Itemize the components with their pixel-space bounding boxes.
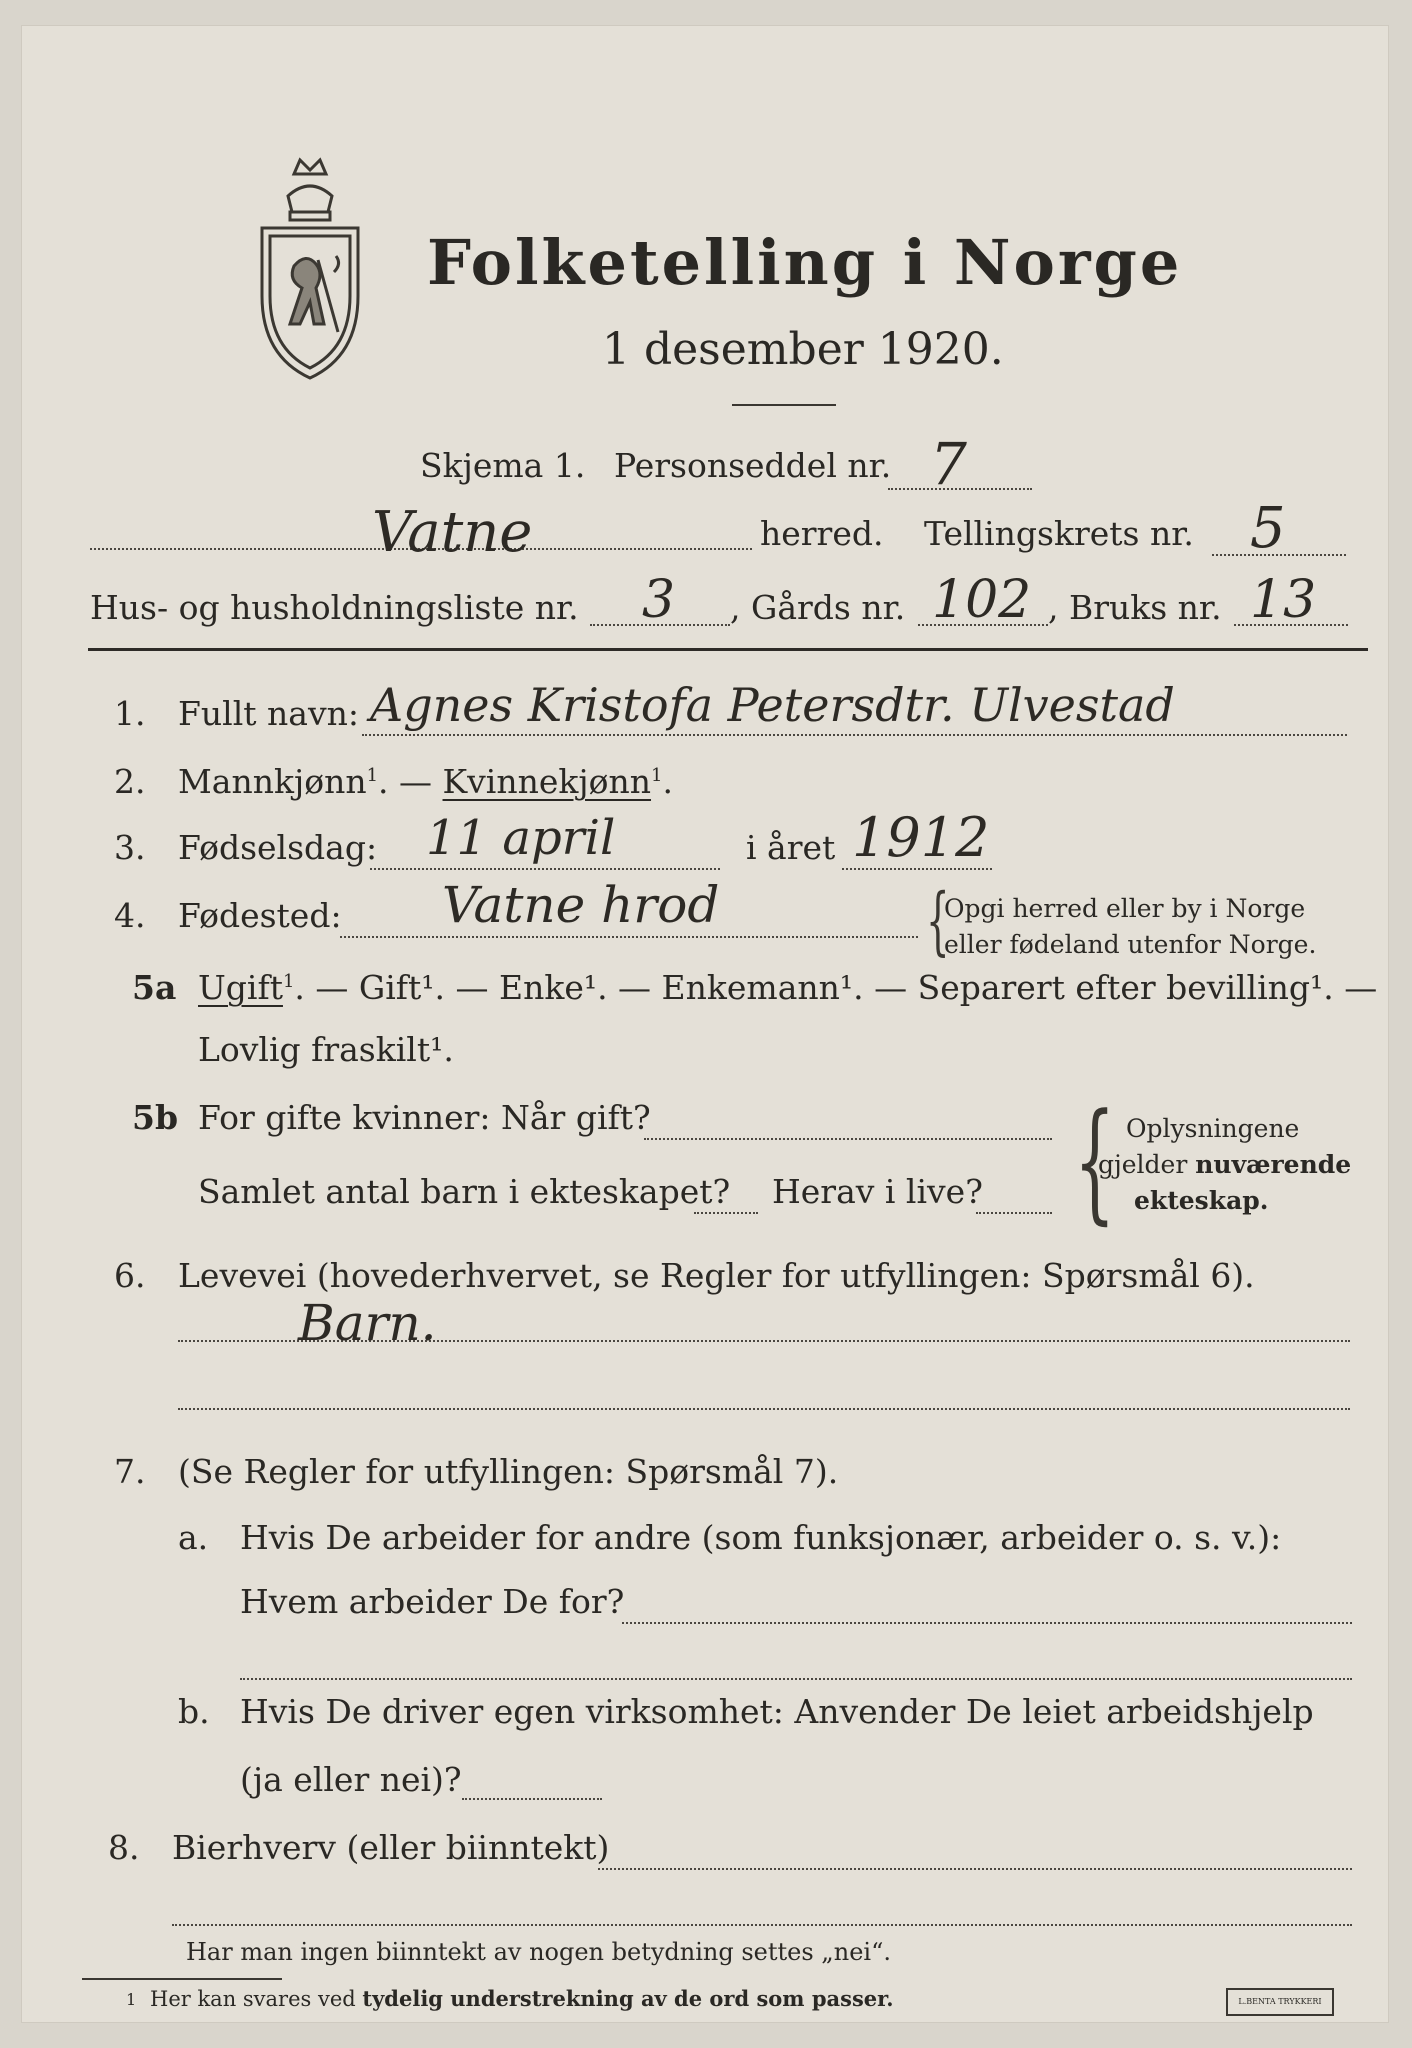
herred-label: herred. xyxy=(760,514,884,553)
q2-mannkjonn[interactable]: Mannkjønn xyxy=(178,762,367,801)
hus-label: Hus- og husholdningsliste nr. xyxy=(90,588,579,627)
q7b-label: Hvis De driver egen virksomhet: Anvender De leiet arbeidshjelp xyxy=(240,1692,1314,1731)
q5b-brace: { xyxy=(1074,1085,1116,1237)
q8-number: 8. xyxy=(108,1828,140,1867)
herred-value[interactable]: Vatne xyxy=(372,500,533,565)
q1-value[interactable]: Agnes Kristofa Petersdtr. Ulvestad xyxy=(370,678,1175,732)
q4-label: Fødested: xyxy=(178,896,342,935)
footnote-mark: 1 xyxy=(126,1990,137,2009)
q7a-label-2: Hvem arbeider De for? xyxy=(240,1582,625,1621)
bruks-value[interactable]: 13 xyxy=(1250,570,1317,630)
census-form xyxy=(22,26,1388,2022)
q4-line xyxy=(340,936,918,938)
q1-number: 1. xyxy=(114,694,146,733)
gards-value[interactable]: 102 xyxy=(932,570,1032,630)
q6-label: Levevei (hovederhvervet, se Regler for utfyllingen: Spørsmål 6). xyxy=(178,1256,1255,1295)
q8-note: Har man ingen biinntekt av nogen betydning settes „nei“. xyxy=(186,1938,891,1966)
q5b-line-3 xyxy=(976,1212,1052,1214)
q5b-number: 5b xyxy=(132,1098,179,1137)
q4-number: 4. xyxy=(114,896,146,935)
q4-value[interactable]: Vatne hrod xyxy=(442,876,720,934)
q5a-number: 5a xyxy=(132,968,177,1007)
q8-line-2 xyxy=(172,1924,1352,1926)
skjema-label: Skjema 1. xyxy=(420,446,586,485)
q5b-line-1 xyxy=(644,1138,1052,1140)
bruks-label: , Bruks nr. xyxy=(1048,588,1222,627)
q7a-label: Hvis De arbeider for andre (som funksjonær, arbeider o. s. v.): xyxy=(240,1518,1282,1557)
q2-line: Mannkjønn$^1$. — Kvinnekjønn$^1$. xyxy=(178,762,673,801)
personseddel-value[interactable]: 7 xyxy=(930,430,967,498)
q2-kvinnekjonn[interactable]: Kvinnekjønn xyxy=(442,762,652,801)
q7-number: 7. xyxy=(114,1452,146,1491)
q3-year-value[interactable]: 1912 xyxy=(852,806,990,869)
q5b-note-1: Oplysningene xyxy=(1126,1114,1300,1143)
q5a-line: Ugift$^1$. — Gift¹. — Enke¹. — Enkemann¹. — Separert efter bevilling¹. — xyxy=(198,968,1378,1007)
q5b-line-2 xyxy=(694,1212,758,1214)
q4-note-2: eller fødeland utenfor Norge. xyxy=(944,930,1317,959)
form-date: 1 desember 1920. xyxy=(602,324,1004,375)
q5a-options[interactable]: . — Gift¹. — Enke¹. — Enkemann¹. — Separert efter bevilling¹. — xyxy=(294,968,1378,1007)
printer-mark: L.BENTA TRYKKERI xyxy=(1226,1988,1334,2016)
q1-label: Fullt navn: xyxy=(178,694,359,733)
q7b-label-2: (ja eller nei)? xyxy=(240,1760,462,1799)
q8-line-1 xyxy=(598,1868,1352,1870)
q2-number: 2. xyxy=(114,762,146,801)
tellingskrets-label: Tellingskrets nr. xyxy=(924,514,1194,553)
q7b-line xyxy=(462,1798,602,1800)
coat-of-arms-icon xyxy=(254,156,366,386)
q7b-number: b. xyxy=(178,1692,210,1731)
q3-number: 3. xyxy=(114,828,146,867)
q6-value[interactable]: Barn. xyxy=(298,1294,437,1352)
title-divider xyxy=(732,404,836,406)
q5b-note-3: ekteskap. xyxy=(1134,1186,1269,1215)
q8-label: Bierhverv (eller biinntekt) xyxy=(172,1828,610,1867)
gards-label: , Gårds nr. xyxy=(730,588,906,627)
q6-line-2 xyxy=(178,1408,1350,1410)
header-separator xyxy=(88,648,1368,651)
q5b-label-3: Herav i live? xyxy=(772,1172,983,1211)
q7-label: (Se Regler for utfyllingen: Spørsmål 7). xyxy=(178,1452,839,1491)
footnote-text: Her kan svares ved tydelig understrekning av de ord som passer. xyxy=(150,1986,894,2011)
q5b-label-1: For gifte kvinner: Når gift? xyxy=(198,1098,651,1137)
q5a-line2[interactable]: Lovlig fraskilt¹. xyxy=(198,1030,454,1069)
q4-note-1: Opgi herred eller by i Norge xyxy=(944,894,1306,923)
q3-year-label: i året xyxy=(746,828,836,867)
q5b-note-2: gjelder nuværende xyxy=(1098,1150,1352,1179)
q1-line xyxy=(362,734,1347,736)
form-title: Folketelling i Norge xyxy=(427,226,1183,299)
personseddel-label: Personseddel nr. xyxy=(614,446,892,485)
q3-label: Fødselsdag: xyxy=(178,828,378,867)
q5b-label-2: Samlet antal barn i ekteskapet? xyxy=(198,1172,731,1211)
q3-value[interactable]: 11 april xyxy=(426,810,616,866)
q7a-line-2 xyxy=(240,1678,1352,1680)
tellingskrets-value[interactable]: 5 xyxy=(1250,496,1286,561)
q7a-line-1 xyxy=(622,1622,1352,1624)
q5a-ugift[interactable]: Ugift xyxy=(198,968,283,1007)
q6-number: 6. xyxy=(114,1256,146,1295)
hus-value[interactable]: 3 xyxy=(642,570,676,630)
q4-brace: { xyxy=(926,878,950,964)
q7a-number: a. xyxy=(178,1518,209,1557)
footnote-separator xyxy=(82,1978,282,1980)
q3-line xyxy=(370,868,720,870)
